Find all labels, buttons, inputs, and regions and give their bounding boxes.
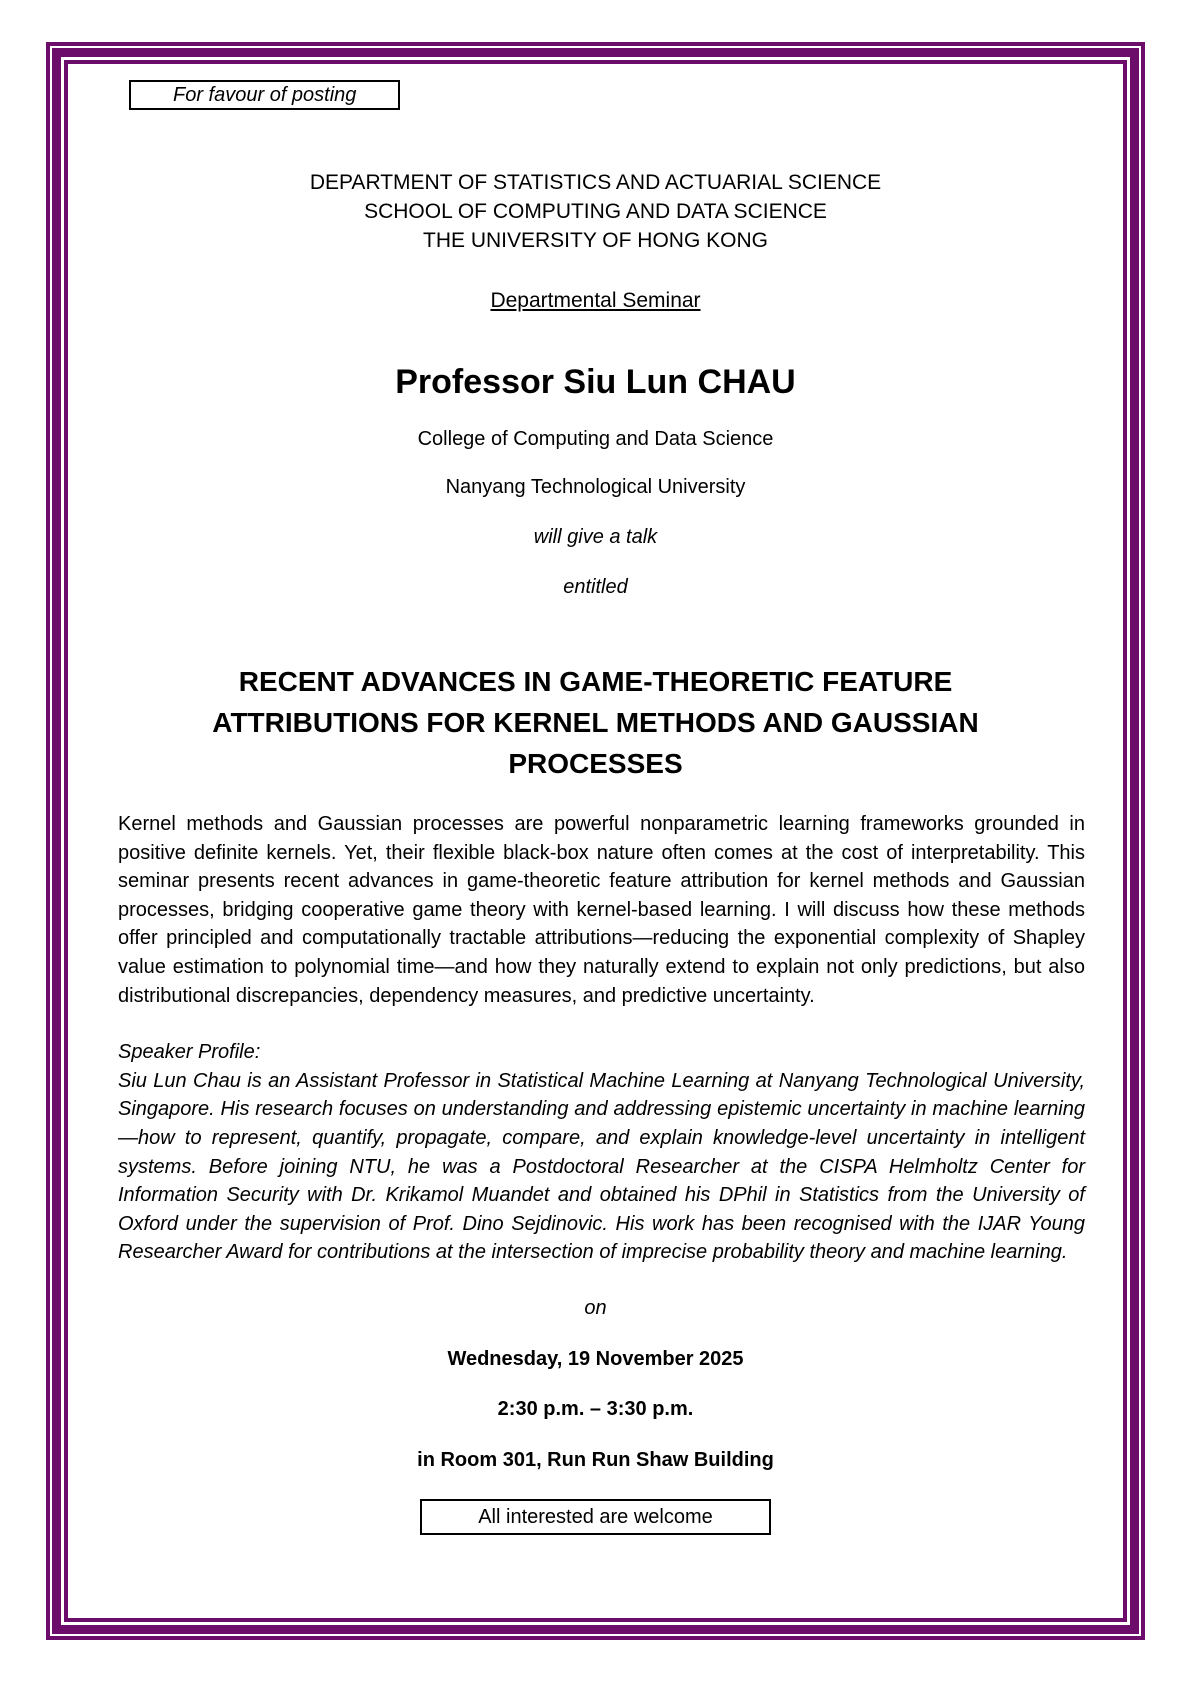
department-header xyxy=(68,168,1123,255)
header-line-university: THE UNIVERSITY OF HONG KONG xyxy=(423,229,768,252)
on-label: on xyxy=(584,1296,607,1319)
decorative-border-outer xyxy=(46,42,1145,1640)
welcome-notice-row xyxy=(68,1499,1123,1535)
talk-title: RECENT ADVANCES IN GAME-THEORETIC FEATURE ATTRIBUTIONS FOR KERNEL METHODS AND GAUSSIAN PROCESSES xyxy=(212,666,979,779)
will-give-talk-text: will give a talk xyxy=(533,526,658,548)
seminar-date: Wednesday, 19 November 2025 xyxy=(447,1347,744,1370)
speaker-university: Nanyang Technological University xyxy=(445,476,746,498)
abstract-text: Kernel methods and Gaussian processes are powerful nonparametric learning frameworks grounded in positive definite kernels. Yet, their flexible black-box nature often comes at the cost of interpretability. This seminar presents recent advances in game-theoretic feature attribution for kernel methods and Gaussian processes, bridging cooperative game theory with kernel-based learning. I will discuss how these methods offer principled and computationally tractable attributions—reducing the exponential complexity of Shapley value estimation to polynomial time—and how they naturally extend to explain not only predictions, but also distributional discrepancies, dependency measures, and predictive uncertainty. xyxy=(118,813,1085,1007)
speaker-profile-text: Siu Lun Chau is an Assistant Professor in Statistical Machine Learning at Nanyang Technological University, Singapore. His research focuses on understanding and addressing epistemic uncertainty in machine learning—how to represent, quantify, propagate, compare, and explain knowledge-level uncertainty in intelligent systems. Before joining NTU, he was a Postdoctoral Researcher at the CISPA Helmholtz Center for Information Security with Dr. Krikamol Muandet and obtained his DPhil in Statistics from the University of Oxford under the supervision of Prof. Dino Sejdinovic. His work has been recognised with the IJAR Young Researcher Award for contributions at the intersection of imprecise probability theory and machine learning. xyxy=(118,1069,1085,1264)
seminar-time: 2:30 p.m. – 3:30 p.m. xyxy=(497,1398,694,1421)
decorative-border-inner xyxy=(64,60,1127,1622)
entitled-text: entitled xyxy=(563,576,628,598)
header-line-school: SCHOOL OF COMPUTING AND DATA SCIENCE xyxy=(364,200,827,223)
poster-content xyxy=(68,64,1123,1618)
speaker-profile-heading: Speaker Profile: xyxy=(118,1041,261,1064)
speaker-name: Professor Siu Lun CHAU xyxy=(395,363,796,401)
decorative-border-middle xyxy=(52,48,1139,1634)
posting-notice: For favour of posting xyxy=(129,80,400,110)
seminar-type-label: Departmental Seminar xyxy=(490,289,701,312)
welcome-notice: All interested are welcome xyxy=(420,1499,771,1535)
seminar-venue: in Room 301, Run Run Shaw Building xyxy=(417,1448,774,1471)
header-line-department: DEPARTMENT OF STATISTICS AND ACTUARIAL SCIENCE xyxy=(309,171,882,194)
speaker-college: College of Computing and Data Science xyxy=(417,428,774,450)
